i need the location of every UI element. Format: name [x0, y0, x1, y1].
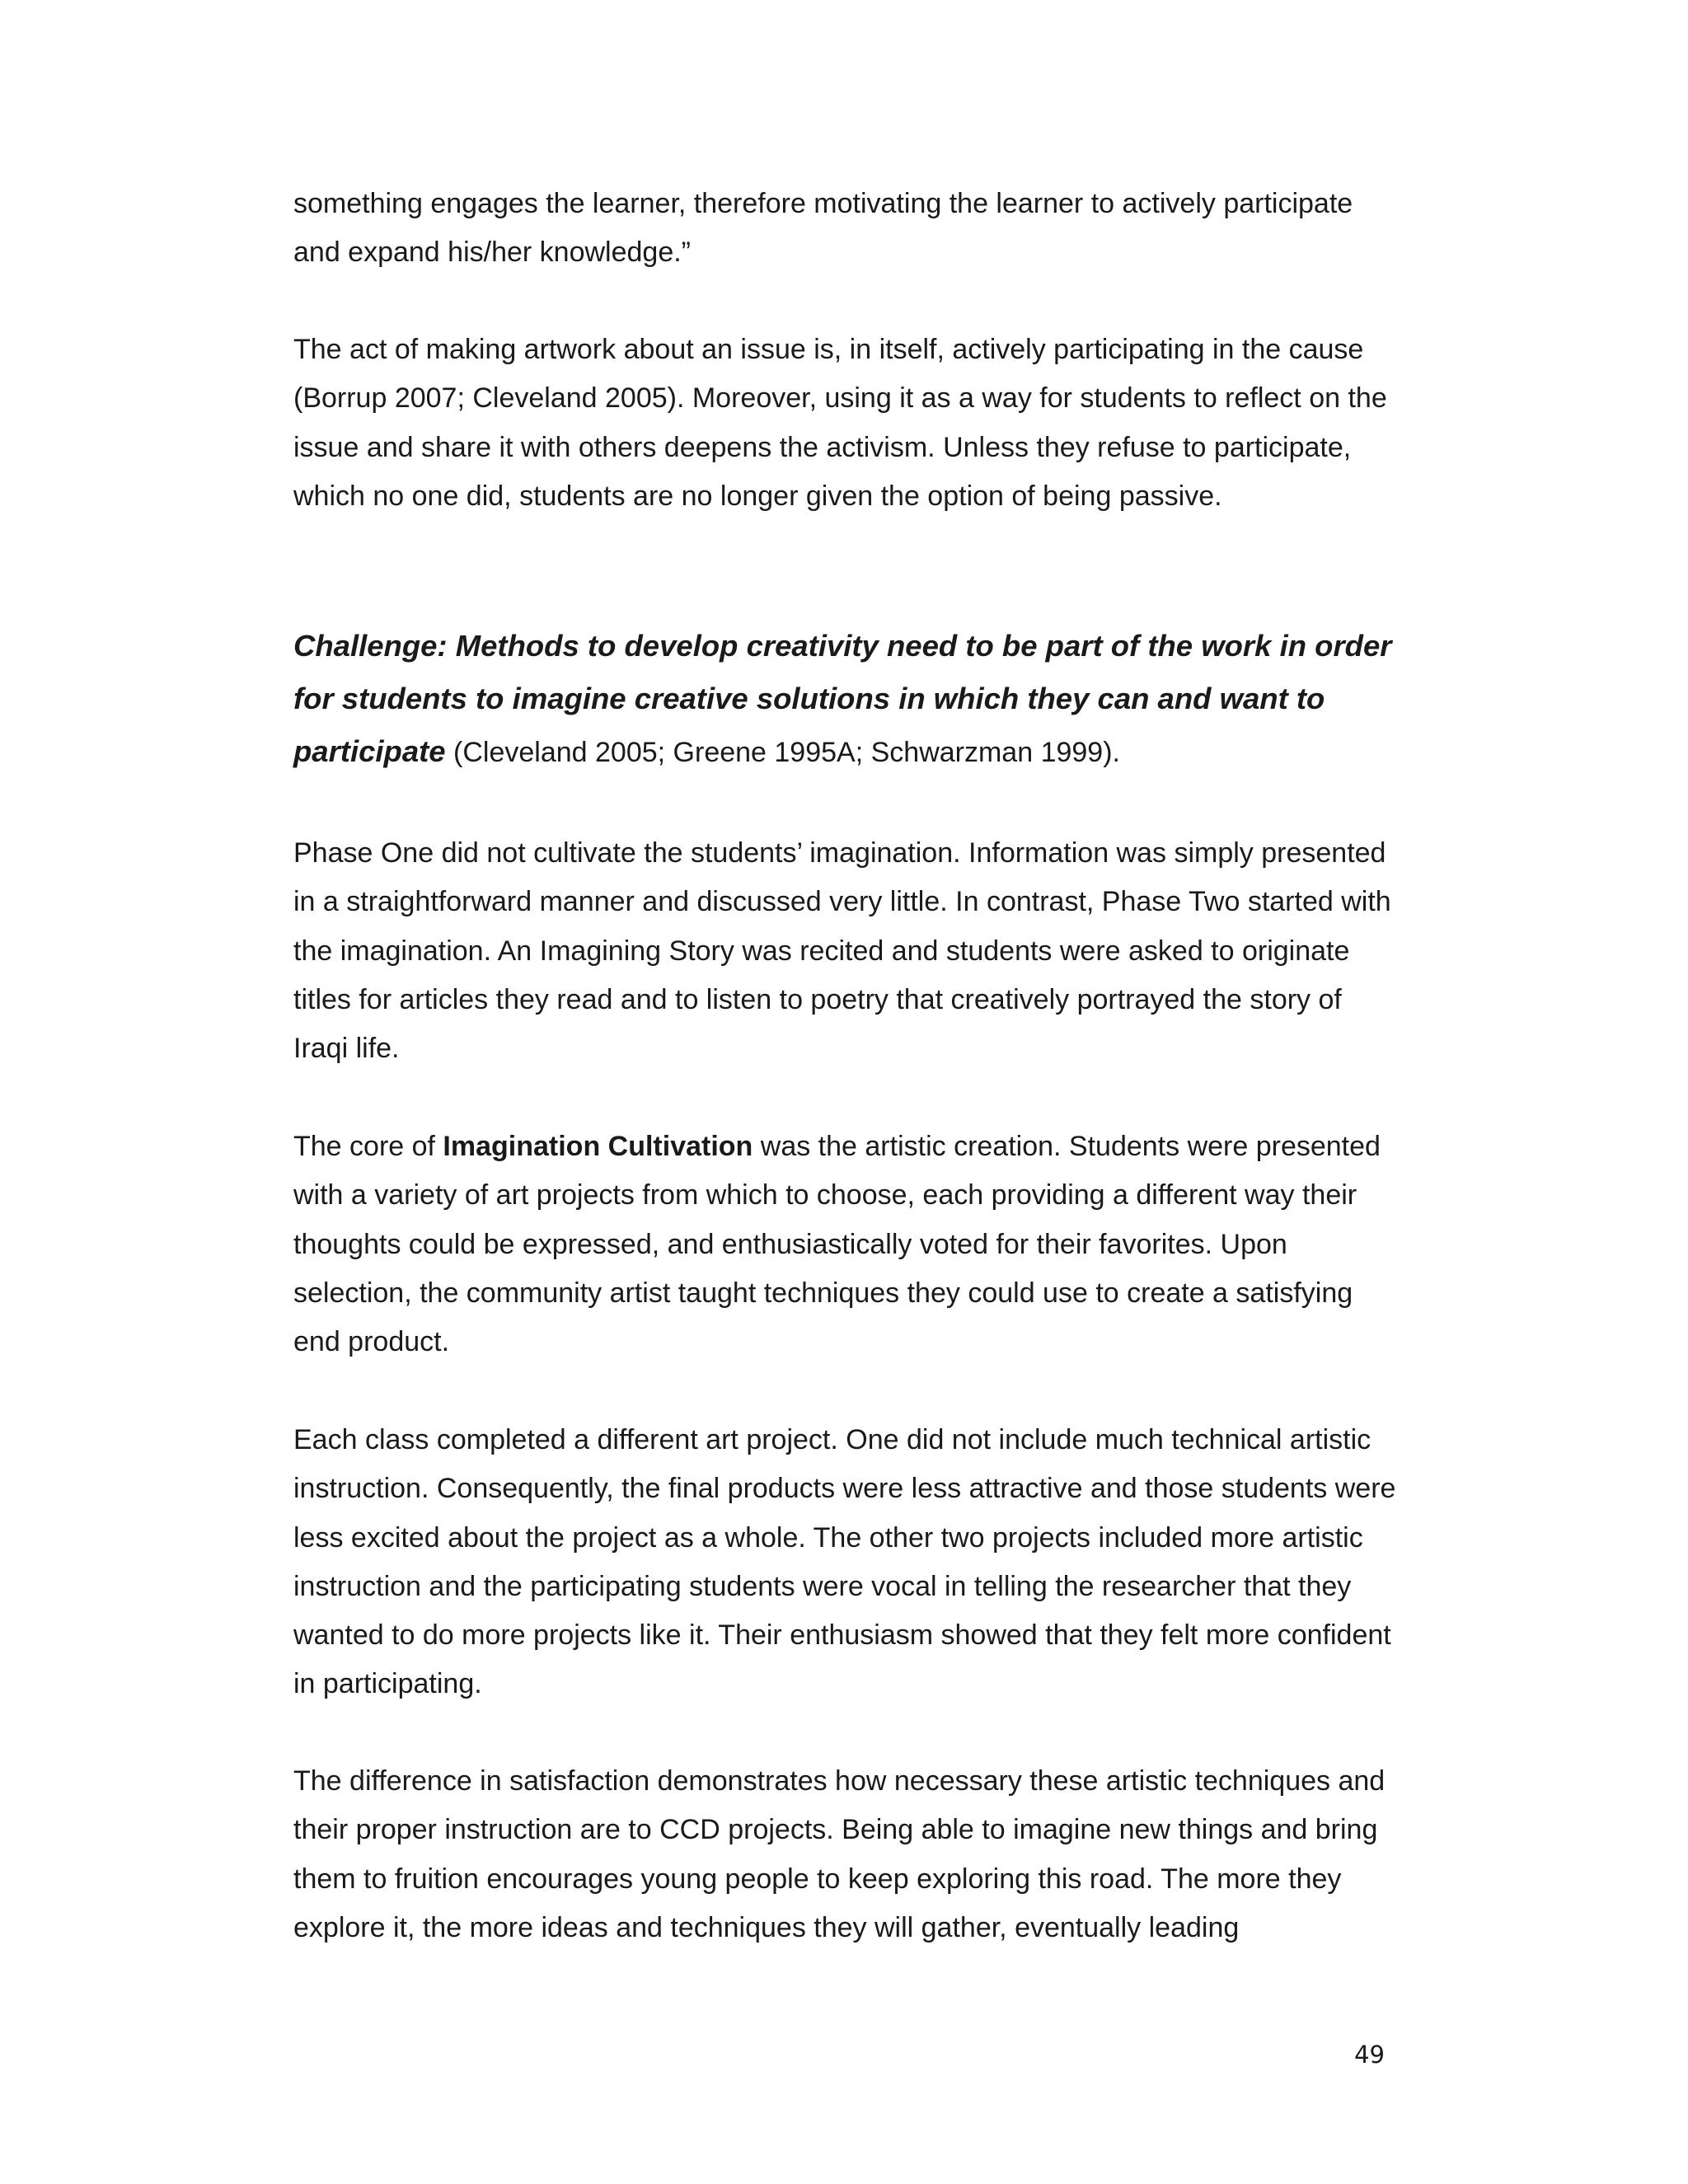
paragraph-continuation: something engages the learner, therefore motivating the learner to actively participate and expand his/her knowledge.”	[293, 188, 1353, 269]
imagination-cultivation-term: Imagination Cultivation	[443, 1131, 753, 1162]
paragraph-satisfaction: The difference in satisfaction demonstrates how necessary these artistic techniques and their proper instruction are to CCD projects. Being able to imagine new things and bring them to fruition encourages young people to keep exploring this road. The more they explore it, the more ideas and techniques they will gather, eventually leading	[293, 1765, 1386, 1943]
challenge-heading-citation: (Cleveland 2005; Greene 1995A; Schwarzman 1999).	[445, 737, 1120, 768]
challenge-heading-text: Challenge: Methods to develop creativity need to be part of the work in order for students to imagine creative solutions in which they can and want to participate	[293, 629, 1392, 768]
paragraph-imagination-cultivation	[293, 1122, 1398, 1366]
challenge-heading	[293, 620, 1398, 779]
page-number: 49	[1354, 2041, 1385, 2069]
paragraph-imagination-cultivation-lead: The core of	[293, 1131, 443, 1162]
paragraph-imagination-cultivation-body: was the artistic creation. Students were presented with a variety of art projects from which to choose, each providing a different way their thoughts could be expressed, and enthusiastically voted for their favorites. Upon selection, the community artist taught techniques they could use to create a satisfying end product.	[293, 1131, 1381, 1358]
paragraph-artwork-activism: The act of making artwork about an issue is, in itself, actively participating in the cause (Borrup 2007; Cleveland 2005). Moreover, using it as a way for students to reflect on the issue and share it with others deepens the activism. Unless they refuse to participate, which no one did, students are no longer given the option of being passive.	[293, 334, 1387, 512]
paragraph-phase-comparison: Phase One did not cultivate the students’ imagination. Information was simply presented in a straightforward manner and discussed very little. In contrast, Phase Two started with the imagination. An Imagining Story was recited and students were asked to originate titles for articles they read and to listen to poetry that creatively portrayed the story of Iraqi life.	[293, 837, 1391, 1065]
paragraph-art-projects: Each class completed a different art project. One did not include much technical artistic instruction. Consequently, the final products were less attractive and those students were less excited about the project as a whole. The other two projects included more artistic instruction and the participating students were vocal in telling the researcher that they wanted to do more projects like it. Their enthusiasm showed that they felt more confident in participating.	[293, 1424, 1396, 1700]
